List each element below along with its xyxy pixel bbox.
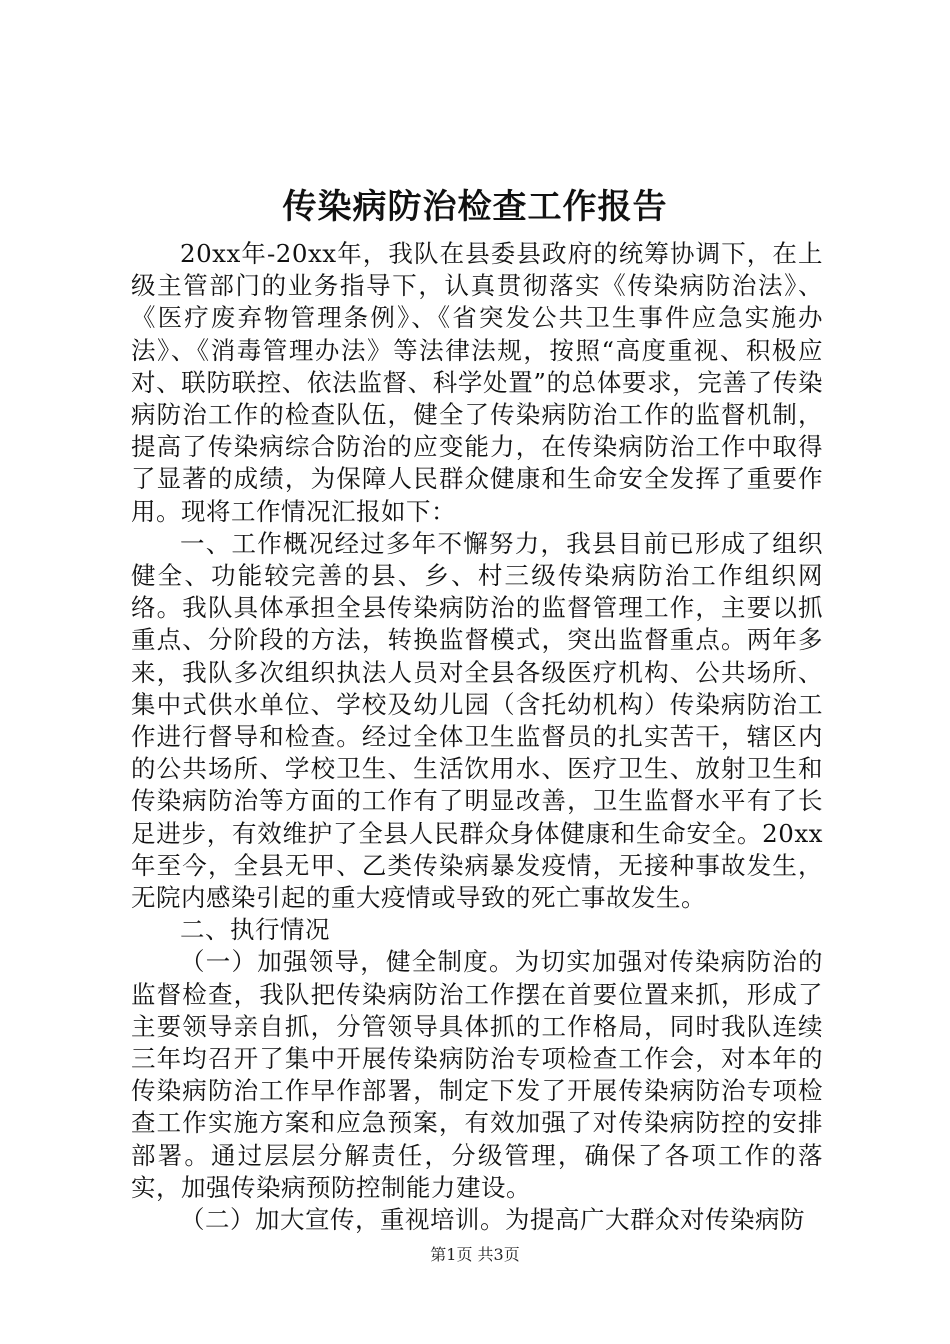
paragraph-publicity: （二）加大宣传，重视培训。为提高广大群众对传染病防 [180,1205,805,1235]
paragraph-overview: 一、工作概况经过多年不懈努力，我县目前已形成了组织健全、功能较完善的县、乡、村三级传染病防治工作组织网络。我队具体承担全县传染病防治的监督管理工作，主要以抓重点、分阶段的方法，转换监督模式，突出监督重点。两年多来，我队多次组织执法人员对全县各级医疗机构、公共场所、集中式供水单位、学校及幼儿园（含托幼机构）传染病防治工作进行督导和检查。经过全体卫生监督员的扎实苦干，辖区内的公共场所、学校卫生、生活饮用水、医疗卫生、放射卫生和传染病防治等方面的工作有了明显改善，卫生监督水平有了长足进步，有效维护了全县人民群众身体健康和生命安全。20xx年至今，全县无甲、乙类传染病暴发疫情，无接种事故发生，无院内感染引起的重大疫情或导致的死亡事故发生。 [131,528,823,913]
document-body [131,238,823,1236]
paragraph-leadership: （一）加强领导，健全制度。为切实加强对传染病防治的监督检查，我队把传染病防治工作摆在首要位置来抓，形成了主要领导亲自抓，分管领导具体抓的工作格局，同时我队连续三年均召开了集中开展传染病防治专项检查工作会，对本年的传染病防治工作早作部署，制定下发了开展传染病防治专项检查工作实施方案和应急预案，有效加强了对传染病防控的安排部署。通过层层分解责任，分级管理，确保了各项工作的落实，加强传染病预防控制能力建设。 [131,947,823,1202]
paragraph-intro: 20xx年-20xx年，我队在县委县政府的统筹协调下，在上级主管部门的业务指导下，认真贯彻落实《传染病防治法》、《医疗废弃物管理条例》、《省突发公共卫生事件应急实施办法》、《消毒管理办法》等法律法规，按照“高度重视、积极应对、联防联控、依法监督、科学处置”的总体要求，完善了传染病防治工作的检查队伍，健全了传染病防治工作的监督机制，提高了传染病综合防治的应变能力，在传染病防治工作中取得了显著的成绩，为保障人民群众健康和生命安全发挥了重要作用。现将工作情况汇报如下： [131,239,823,526]
page-footer: 第1页 共3页 [430,1245,520,1264]
document-title: 传染病防治检查工作报告 [282,187,668,227]
paragraph-section-heading: 二、执行情况 [180,915,330,945]
